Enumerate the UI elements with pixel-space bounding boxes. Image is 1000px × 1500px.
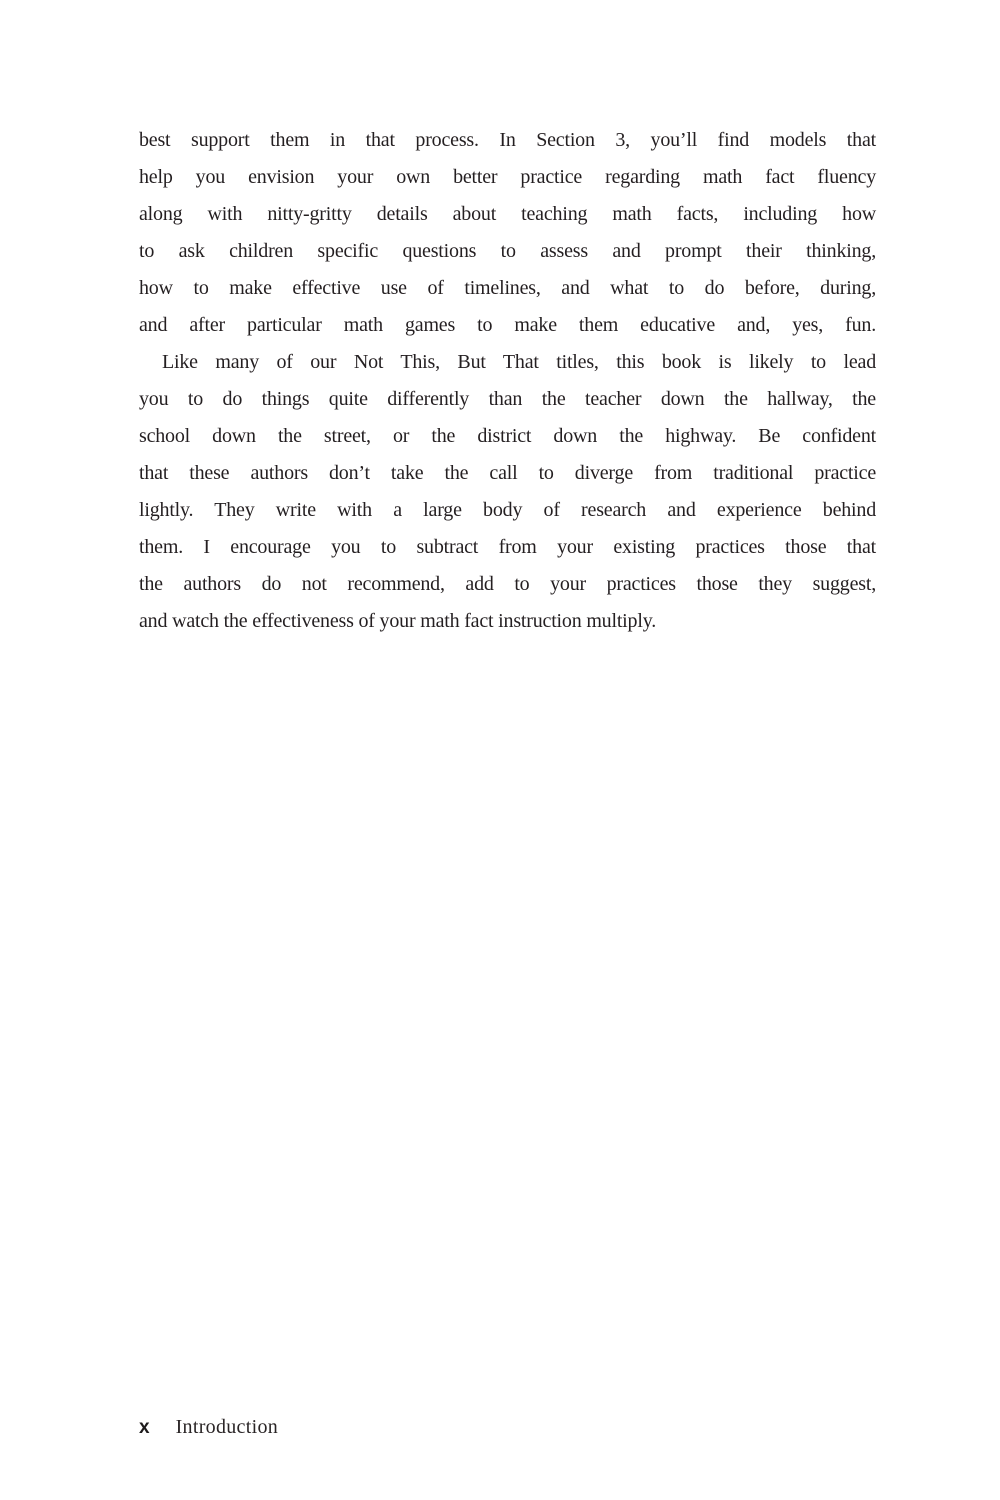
paragraph [139,344,876,640]
page-footer [139,1416,278,1439]
paragraph [139,122,876,344]
text-line: best support them in that process. In Section 3, you’ll find models that [139,129,876,151]
text-line: and watch the effectiveness of your math fact instruction multiply. [139,610,657,632]
text-line: lightly. They write with a large body of research and experience behind [139,499,876,521]
text-line: how to make effective use of timelines, and what to do before, during, [139,277,876,299]
text-line: help you envision your own better practice regarding math fact fluency [139,166,876,188]
text-line: you to do things quite differently than the teacher down the hallway, the [139,388,876,410]
page-number: x [139,1417,150,1438]
text-line: along with nitty-gritty details about teaching math facts, including how [139,203,876,225]
text-line: and after particular math games to make them educative and, yes, fun. [139,314,876,336]
text-line: the authors do not recommend, add to your practices those they suggest, [139,573,876,595]
text-line: Like many of our Not This, But That titles, this book is likely to lead [162,351,876,373]
body-text [139,122,876,640]
text-line: school down the street, or the district down the highway. Be confident [139,425,876,447]
text-line: that these authors don’t take the call to diverge from traditional practice [139,462,876,484]
footer-section-title: Introduction [175,1416,279,1438]
text-line: them. I encourage you to subtract from your existing practices those that [139,536,876,558]
text-line: to ask children specific questions to assess and prompt their thinking, [139,240,876,262]
